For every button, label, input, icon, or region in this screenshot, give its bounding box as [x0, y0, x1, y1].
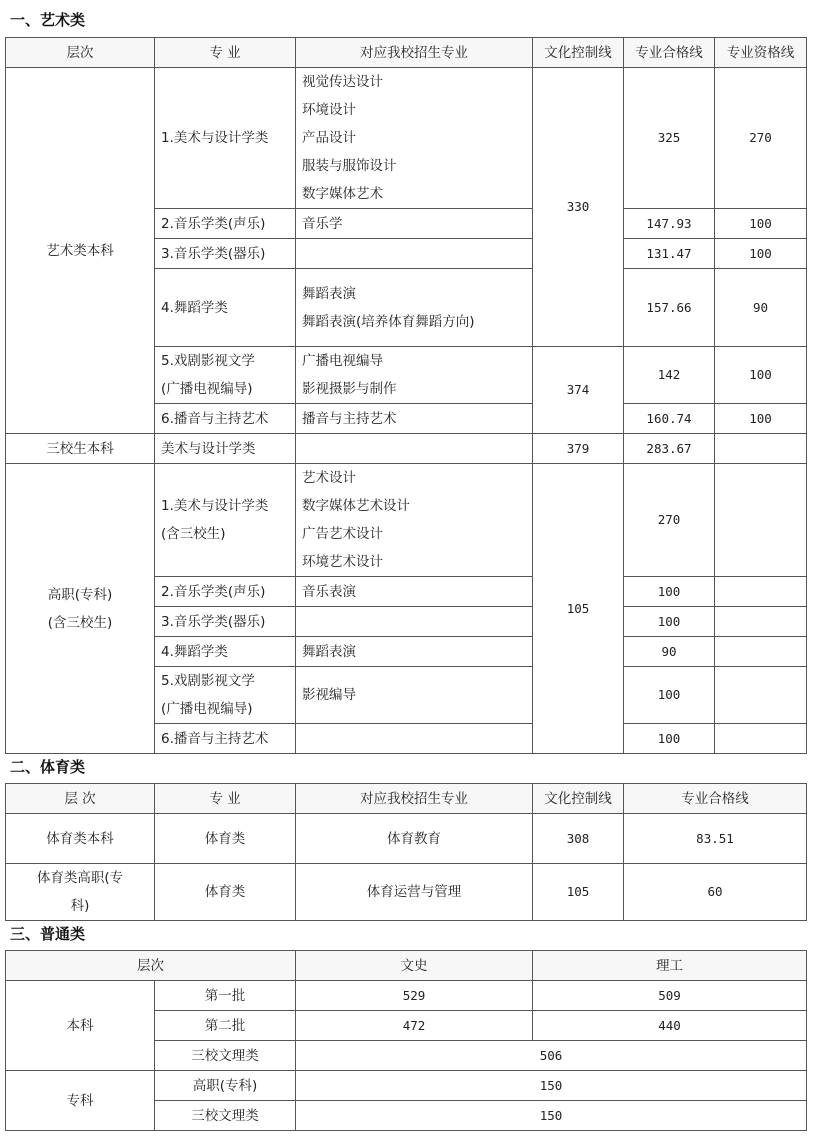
level-zhuanke: 专科: [6, 1071, 155, 1131]
general-table: [5, 950, 807, 1131]
major-line: 1.美术与设计学类: [161, 498, 269, 514]
header-level: 层次: [6, 38, 155, 68]
programs-cell: [296, 607, 533, 637]
programs-cell: 播音与主持艺术: [296, 404, 533, 434]
culture-line-cell: 379: [533, 434, 624, 464]
program-item: 广播电视编导: [302, 353, 383, 369]
pass-line-cell: 100: [624, 577, 715, 607]
header-major: 专 业: [155, 38, 296, 68]
pass-line-cell: 100: [624, 607, 715, 637]
major-cell: 3.音乐学类(器乐): [155, 239, 296, 269]
culture-line-cell: 374: [533, 347, 624, 434]
pass-line-cell: 160.74: [624, 404, 715, 434]
qualify-line-cell: [715, 637, 807, 667]
header-programs: 对应我校招生专业: [296, 38, 533, 68]
level-line: 科): [70, 898, 90, 914]
combined-score-cell: 150: [296, 1071, 807, 1101]
major-cell: 4.舞蹈学类: [155, 269, 296, 347]
level-vocational: [6, 464, 155, 754]
table-row: [6, 434, 807, 464]
combined-score-cell: 506: [296, 1041, 807, 1071]
qualify-line-cell: 100: [715, 347, 807, 404]
program-item: 环境设计: [302, 102, 356, 118]
table-header-row: [6, 951, 807, 981]
section-title-art: 一、艺术类: [10, 11, 86, 29]
table-header-row: [6, 38, 807, 68]
pass-line-cell: 147.93: [624, 209, 715, 239]
program-item: 环境艺术设计: [302, 554, 383, 570]
culture-line-cell: 105: [533, 464, 624, 754]
header-ligong: 理工: [533, 951, 807, 981]
program-item: 视觉传达设计: [302, 74, 383, 90]
pass-line-cell: 325: [624, 68, 715, 209]
programs-cell: [296, 464, 533, 577]
batch-cell: 三校文理类: [155, 1041, 296, 1071]
programs-cell: 音乐表演: [296, 577, 533, 607]
major-cell: 6.播音与主持艺术: [155, 724, 296, 754]
header-culture-line: 文化控制线: [533, 784, 624, 814]
ligong-cell: 440: [533, 1011, 807, 1041]
major-cell: 3.音乐学类(器乐): [155, 607, 296, 637]
pass-line-cell: 90: [624, 637, 715, 667]
programs-cell: 体育教育: [296, 814, 533, 864]
major-line: 5.戏剧影视文学: [161, 353, 255, 369]
pass-line-cell: 131.47: [624, 239, 715, 269]
major-cell: 2.音乐学类(声乐): [155, 577, 296, 607]
program-item: 数字媒体艺术设计: [302, 498, 410, 514]
culture-line-cell: 308: [533, 814, 624, 864]
major-cell: [155, 464, 296, 577]
program-item: 舞蹈表演(培养体育舞蹈方向): [302, 313, 475, 330]
pass-line-cell: 142: [624, 347, 715, 404]
header-pass-line: 专业合格线: [624, 784, 807, 814]
table-row: [6, 464, 807, 577]
program-item: 影视摄影与制作: [302, 381, 397, 397]
major-cell: 体育类: [155, 864, 296, 921]
table-header-row: [6, 784, 807, 814]
level-line: 高职(专科): [47, 586, 113, 603]
programs-cell: [296, 724, 533, 754]
major-cell: 4.舞蹈学类: [155, 637, 296, 667]
programs-cell: 音乐学: [296, 209, 533, 239]
qualify-line-cell: [715, 607, 807, 637]
major-cell: [155, 667, 296, 724]
pass-line-cell: 83.51: [624, 814, 807, 864]
qualify-line-cell: 90: [715, 269, 807, 347]
header-culture-line: 文化控制线: [533, 38, 624, 68]
program-item: 产品设计: [302, 130, 356, 146]
program-item: 数字媒体艺术: [302, 186, 383, 202]
table-row: [6, 1071, 807, 1101]
pass-line-cell: 157.66: [624, 269, 715, 347]
qualify-line-cell: 100: [715, 404, 807, 434]
major-cell: 美术与设计学类: [155, 434, 296, 464]
header-level: 层次: [6, 951, 296, 981]
programs-cell: [296, 347, 533, 404]
culture-line-cell: 330: [533, 68, 624, 347]
major-cell: 6.播音与主持艺术: [155, 404, 296, 434]
header-programs: 对应我校招生专业: [296, 784, 533, 814]
program-item: 艺术设计: [302, 470, 356, 486]
section-title-general: 三、普通类: [10, 925, 86, 943]
major-cell: [155, 347, 296, 404]
level-cell: [6, 864, 155, 921]
pass-line-cell: 283.67: [624, 434, 715, 464]
program-item: 舞蹈表演: [302, 285, 356, 302]
qualify-line-cell: [715, 724, 807, 754]
table-row: [6, 68, 807, 209]
wenshi-cell: 472: [296, 1011, 533, 1041]
programs-cell: 体育运营与管理: [296, 864, 533, 921]
header-qualify-line: 专业资格线: [715, 38, 807, 68]
program-item: 服装与服饰设计: [302, 158, 397, 174]
table-row: [6, 864, 807, 921]
art-table: [5, 37, 807, 754]
level-art-undergrad: 艺术类本科: [6, 68, 155, 434]
qualify-line-cell: 270: [715, 68, 807, 209]
header-wenshi: 文史: [296, 951, 533, 981]
qualify-line-cell: 100: [715, 209, 807, 239]
batch-cell: 三校文理类: [155, 1101, 296, 1131]
table-row: [6, 981, 807, 1011]
qualify-line-cell: [715, 464, 807, 577]
pass-line-cell: 100: [624, 724, 715, 754]
combined-score-cell: 150: [296, 1101, 807, 1131]
qualify-line-cell: 100: [715, 239, 807, 269]
level-line: 体育类高职(专: [36, 870, 124, 886]
qualify-line-cell: [715, 667, 807, 724]
programs-cell: [296, 434, 533, 464]
program-item: 广告艺术设计: [302, 526, 383, 542]
table-row: [6, 814, 807, 864]
major-cell: 1.美术与设计学类: [155, 68, 296, 209]
header-major: 专 业: [155, 784, 296, 814]
level-benke: 本科: [6, 981, 155, 1071]
major-cell: 2.音乐学类(声乐): [155, 209, 296, 239]
pass-line-cell: 270: [624, 464, 715, 577]
qualify-line-cell: [715, 577, 807, 607]
programs-cell: 舞蹈表演: [296, 637, 533, 667]
programs-cell: [296, 269, 533, 347]
level-cell: 体育类本科: [6, 814, 155, 864]
section-title-sports: 二、体育类: [10, 758, 86, 776]
major-line: (广播电视编导): [161, 381, 253, 397]
ligong-cell: 509: [533, 981, 807, 1011]
programs-cell: [296, 68, 533, 209]
batch-cell: 高职(专科): [155, 1071, 296, 1101]
programs-cell: 影视编导: [296, 667, 533, 724]
header-level: 层 次: [6, 784, 155, 814]
level-line: (含三校生): [47, 614, 113, 631]
wenshi-cell: 529: [296, 981, 533, 1011]
culture-line-cell: 105: [533, 864, 624, 921]
batch-cell: 第二批: [155, 1011, 296, 1041]
header-pass-line: 专业合格线: [624, 38, 715, 68]
programs-cell: [296, 239, 533, 269]
major-line: (含三校生): [161, 526, 226, 542]
qualify-line-cell: [715, 434, 807, 464]
pass-line-cell: 100: [624, 667, 715, 724]
major-line: 5.戏剧影视文学: [161, 673, 255, 689]
major-line: (广播电视编导): [161, 701, 253, 717]
level-sanxiao-undergrad: 三校生本科: [6, 434, 155, 464]
major-cell: 体育类: [155, 814, 296, 864]
batch-cell: 第一批: [155, 981, 296, 1011]
pass-line-cell: 60: [624, 864, 807, 921]
sports-table: [5, 783, 807, 921]
